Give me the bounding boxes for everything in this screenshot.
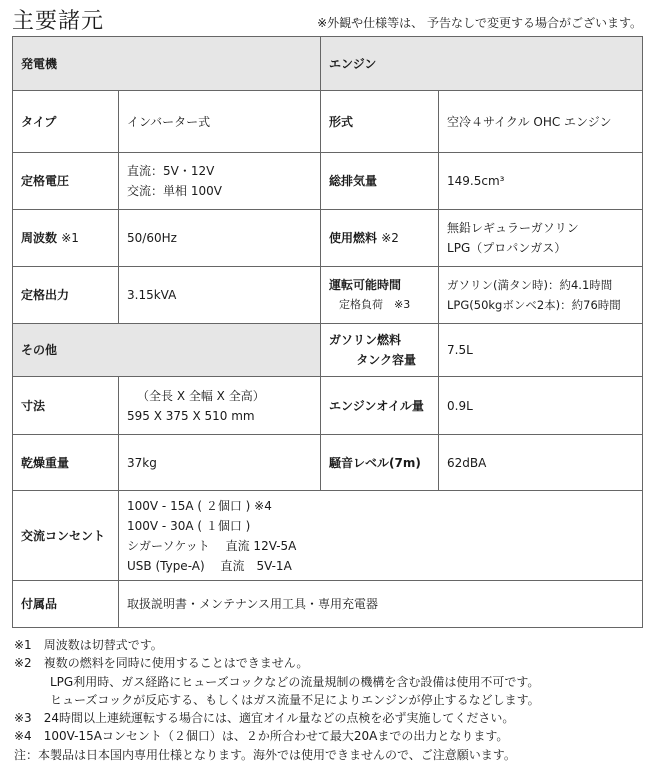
output-value: 3.15kVA [119, 267, 321, 324]
tank-label-line2: タンク容量 [356, 353, 417, 367]
table-row [13, 581, 643, 628]
footnotes [14, 636, 540, 764]
runtime-label-text: 運転可能時間 [329, 278, 402, 292]
table-row [13, 491, 643, 581]
outlet-value [119, 491, 643, 581]
noise-value: 62dBA [439, 435, 643, 491]
tank-value: 7.5L [439, 324, 643, 377]
weight-label: 乾燥重量 [13, 435, 119, 491]
runtime-label [321, 267, 439, 324]
tank-label-line1: ガソリン燃料 [329, 333, 402, 347]
engine-model-value: 空冷４サイクル OHC エンジン [439, 91, 643, 153]
section-header-engine: エンジン [321, 37, 643, 91]
table-row [13, 153, 643, 210]
voltage-dc: 直流：5V・12V [127, 164, 215, 178]
fuel-note-ref: ※2 [381, 231, 399, 245]
fuel-value-gasoline: 無鉛レギュラーガソリン [447, 221, 579, 235]
oil-value: 0.9L [439, 377, 643, 435]
size-value [119, 377, 321, 435]
weight-value: 37kg [119, 435, 321, 491]
domestic-use-note: 注：本製品は日本国内専用仕様となります。海外では使用できませんので、ご注意願います。 [14, 747, 516, 762]
runtime-sub-label: 定格負荷 ※3 [339, 298, 411, 311]
size-label: 寸法 [13, 377, 119, 435]
runtime-value-gasoline: ガソリン(満タン時)：約4.1時間 [447, 278, 613, 292]
output-label: 定格出力 [13, 267, 119, 324]
footnote-2-detail-1: LPG利用時、ガス経路にヒューズコックなどの流量規制の機構を含む設備は使用不可です。 [50, 674, 540, 689]
frequency-label [13, 210, 119, 267]
page-title: 主要諸元 [12, 9, 105, 34]
spec-table [12, 36, 643, 628]
outlet-label: 交流コンセント [13, 491, 119, 581]
footnote-2-detail-2: ヒューズコックが反応する、もしくはガス流量不足によりエンジンが停止するなどします。 [50, 692, 540, 707]
tank-label [321, 324, 439, 377]
oil-label: エンジンオイル量 [321, 377, 439, 435]
change-notice: ※外観や仕様等は、 予告なしで変更する場合がございます。 [317, 16, 642, 30]
section-header-generator: 発電機 [13, 37, 321, 91]
footnote-4: ※4 100V-15Aコンセント（２個口）は、２か所合わせて最大20Aまでの出力となります。 [14, 729, 509, 744]
table-row [13, 435, 643, 491]
type-value: インバーター式 [119, 91, 321, 153]
outlet-100v-15a: 100V - 15A ( ２個口 ) ※4 [127, 498, 272, 513]
size-dimensions-value: 595 X 375 X 510 mm [127, 408, 255, 423]
displacement-value: 149.5cm³ [439, 153, 643, 210]
size-dimensions-header: （全長 X 全幅 X 全高） [137, 388, 265, 403]
footnote-2: ※2 複数の燃料を同時に使用することはできません。 [14, 656, 309, 671]
footnote-1: ※1 周波数は切替式です。 [14, 638, 163, 652]
displacement-label: 総排気量 [321, 153, 439, 210]
table-row [13, 210, 643, 267]
runtime-value-lpg: LPG(50kgボンベ2本)：約76時間 [447, 298, 621, 312]
table-row [13, 37, 643, 91]
fuel-label-text: 使用燃料 [329, 231, 378, 245]
frequency-value: 50/60Hz [119, 210, 321, 267]
voltage-value [119, 153, 321, 210]
accessories-label: 付属品 [13, 581, 119, 628]
engine-model-label: 形式 [321, 91, 439, 153]
fuel-label [321, 210, 439, 267]
voltage-label: 定格電圧 [13, 153, 119, 210]
table-row [13, 91, 643, 153]
footnote-3: ※3 24時間以上連続運転する場合には、適宜オイル量などの点検を必ず実施してください。 [14, 711, 515, 726]
outlet-cigar-socket: シガーソケット 直流 12V-5A [127, 538, 297, 553]
table-row [13, 377, 643, 435]
frequency-note-ref: ※1 [61, 231, 79, 245]
table-row [13, 324, 643, 377]
noise-label: 騒音レベル(7m) [321, 435, 439, 491]
runtime-value [439, 267, 643, 324]
outlet-usb: USB (Type-A) 直流 5V-1A [127, 558, 292, 573]
frequency-label-text: 周波数 [21, 231, 58, 245]
table-row [13, 267, 643, 324]
section-header-other: その他 [13, 324, 321, 377]
voltage-ac: 交流：単相 100V [127, 184, 222, 198]
outlet-100v-30a: 100V - 30A ( １個口 ) [127, 518, 251, 533]
fuel-value [439, 210, 643, 267]
fuel-value-lpg: LPG（プロパンガス） [447, 241, 567, 255]
accessories-value: 取扱説明書・メンテナンス用工具・専用充電器 [119, 581, 643, 628]
type-label: タイプ [13, 91, 119, 153]
